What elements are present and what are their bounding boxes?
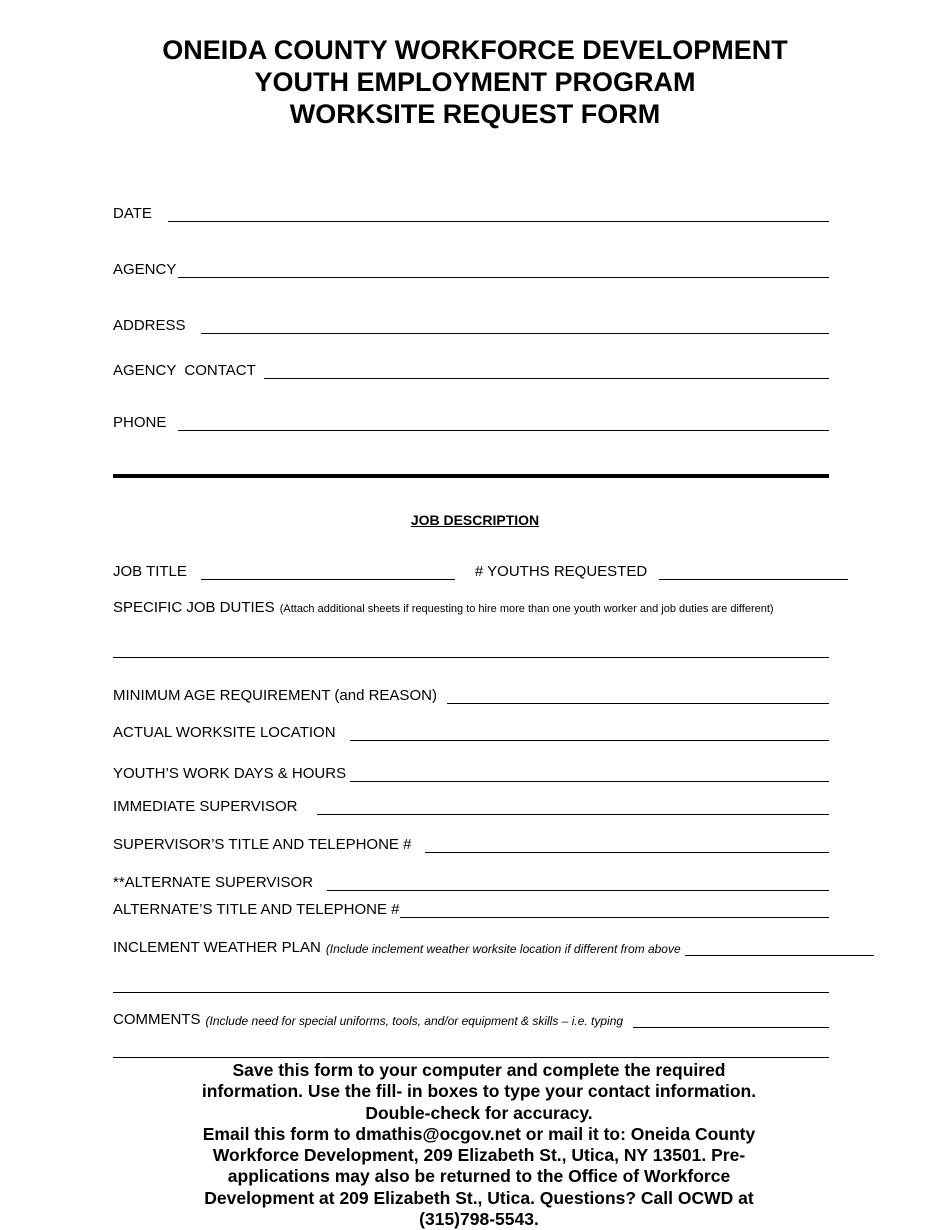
address-field[interactable] bbox=[201, 315, 829, 334]
comments-note: (Include need for special uniforms, tools, and/or equipment & skills – i.e. typing bbox=[205, 1014, 624, 1028]
date-row bbox=[113, 200, 829, 224]
agency-field[interactable] bbox=[178, 259, 829, 278]
job-title-field[interactable] bbox=[201, 561, 455, 580]
weather-note: (Include inclement weather worksite location if different from above bbox=[325, 942, 681, 956]
worksite-location-label: ACTUAL WORKSITE LOCATION bbox=[113, 724, 336, 741]
supervisor-label: IMMEDIATE SUPERVISOR bbox=[113, 798, 298, 815]
date-label: DATE bbox=[113, 205, 152, 222]
date-field[interactable] bbox=[168, 203, 829, 222]
section-divider bbox=[113, 474, 829, 478]
specific-duties-label: SPECIFIC JOB DUTIES bbox=[113, 599, 275, 616]
agency-contact-label: AGENCY CONTACT bbox=[113, 362, 256, 379]
instructions-contact: Email this form to dmathis@ocgov.net or mail it to: Oneida County Workforce Development, 209 Elizabeth St., Utica, NY 13501. Pre-applications may also be returned to the Office of Workforce Development at 209 Elizabeth St., Utica. Questions? Call OCWD at (315)798-5543. bbox=[202, 1123, 756, 1230]
supervisor-field[interactable] bbox=[317, 796, 829, 815]
youths-requested-label: # YOUTHS REQUESTED bbox=[474, 563, 648, 580]
title-line-2: YOUTH EMPLOYMENT PROGRAM bbox=[254, 67, 696, 97]
comments-extra-field[interactable] bbox=[113, 1038, 829, 1058]
alt-title-label: ALTERNATE’S TITLE AND TELEPHONE # bbox=[113, 901, 400, 918]
specific-duties-field[interactable] bbox=[113, 638, 829, 658]
weather-row bbox=[113, 934, 829, 958]
supervisor-row bbox=[113, 793, 829, 817]
comments-label: COMMENTS bbox=[113, 1011, 201, 1028]
agency-contact-row bbox=[113, 357, 829, 381]
work-days-row bbox=[113, 760, 829, 784]
comments-field[interactable] bbox=[633, 1009, 829, 1028]
comments-row bbox=[113, 1006, 829, 1030]
weather-field[interactable] bbox=[685, 937, 874, 956]
alt-supervisor-field[interactable] bbox=[327, 872, 829, 891]
title-line-3: WORKSITE REQUEST FORM bbox=[289, 99, 661, 129]
job-title-label: JOB TITLE bbox=[113, 563, 187, 580]
youths-requested-field[interactable] bbox=[659, 561, 848, 580]
form-title bbox=[0, 34, 950, 130]
job-title-row bbox=[113, 558, 829, 582]
agency-row bbox=[113, 256, 829, 280]
min-age-label: MINIMUM AGE REQUIREMENT (and REASON) bbox=[113, 687, 437, 704]
work-days-field[interactable] bbox=[350, 763, 829, 782]
address-label: ADDRESS bbox=[113, 317, 186, 334]
weather-line bbox=[113, 992, 829, 993]
supervisor-title-field[interactable] bbox=[425, 834, 829, 853]
alt-supervisor-label: **ALTERNATE SUPERVISOR bbox=[113, 874, 314, 891]
supervisor-title-label: SUPERVISOR’S TITLE AND TELEPHONE # bbox=[113, 836, 412, 853]
agency-contact-field[interactable] bbox=[264, 360, 829, 379]
comments-line bbox=[113, 1057, 829, 1058]
work-days-label: YOUTH’S WORK DAYS & HOURS bbox=[113, 765, 347, 782]
alt-title-row bbox=[113, 896, 829, 920]
instructions-save: Save this form to your computer and complete the required information. Use the fill- in boxes to type your contact information. Double-check for accuracy. bbox=[201, 1060, 757, 1123]
worksite-location-row bbox=[113, 719, 829, 743]
weather-label: INCLEMENT WEATHER PLAN bbox=[113, 939, 321, 956]
alt-supervisor-row bbox=[113, 869, 829, 893]
title-line-1: ONEIDA COUNTY WORKFORCE DEVELOPMENT bbox=[162, 35, 788, 65]
min-age-row bbox=[113, 682, 829, 706]
phone-row bbox=[113, 409, 829, 433]
weather-extra-field[interactable] bbox=[113, 973, 829, 993]
supervisor-title-row bbox=[113, 831, 829, 855]
specific-duties-line bbox=[113, 657, 829, 658]
phone-field[interactable] bbox=[178, 412, 829, 431]
specific-duties-note: (Attach additional sheets if requesting to hire more than one youth worker and job duties are different) bbox=[279, 603, 774, 615]
instructions-footer bbox=[200, 1060, 758, 1230]
specific-duties-row bbox=[113, 594, 829, 618]
address-row bbox=[113, 312, 829, 336]
agency-label: AGENCY bbox=[113, 261, 177, 278]
alt-title-field[interactable] bbox=[400, 899, 829, 918]
job-description-heading: JOB DESCRIPTION bbox=[410, 512, 540, 528]
worksite-location-field[interactable] bbox=[350, 722, 829, 741]
phone-label: PHONE bbox=[113, 414, 167, 431]
min-age-field[interactable] bbox=[447, 685, 829, 704]
